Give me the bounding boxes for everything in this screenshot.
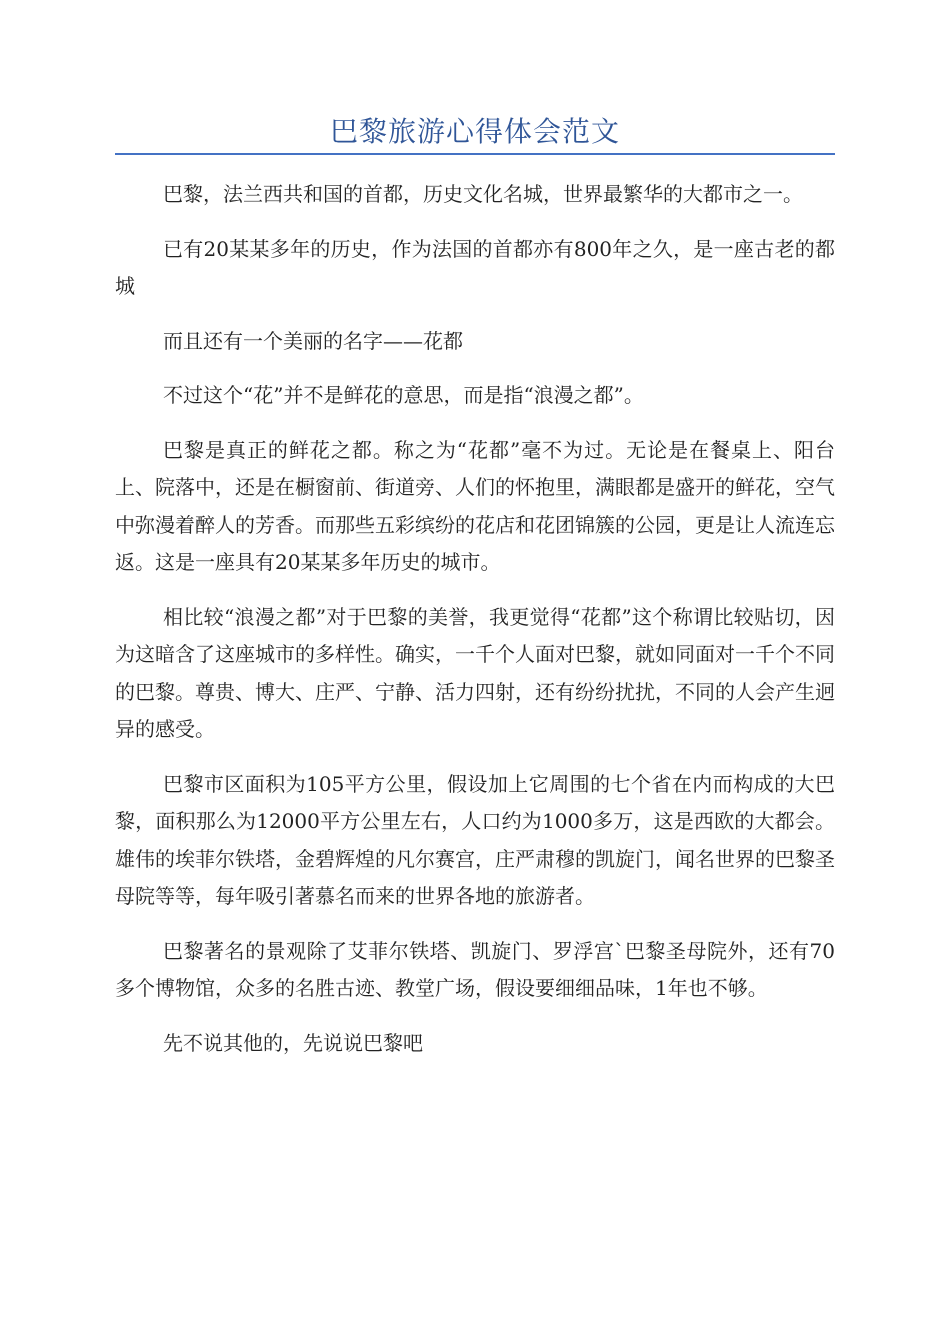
document-body <box>115 176 835 1079</box>
document-title: 巴黎旅游心得体会范文 <box>329 115 620 148</box>
paragraph: 相比较“浪漫之都”对于巴黎的美誉，我更觉得“花都”这个称谓比较贴切，因为这暗含了这座城市的多样性。确实，一千个人面对巴黎，就如同面对一千个不同的巴黎。尊贵、博大、庄严、宁静、活力四射，还有纷纷扰扰，不同的人会产生迥异的感受。 <box>115 604 835 741</box>
paragraph: 已有20某某多年的历史，作为法国的首都亦有800年之久，是一座古老的都城 <box>115 236 835 298</box>
title-underline-rule <box>115 153 835 155</box>
paragraph: 不过这个“花”并不是鲜花的意思，而是指“浪漫之都”。 <box>163 383 644 407</box>
paragraph: 巴黎著名的景观除了艾菲尔铁塔、凯旋门、罗浮宫`巴黎圣母院外，还有70多个博物馆，众多的名胜古迹、教堂广场，假设要细细品味，1年也不够。 <box>115 938 835 1000</box>
paragraph: 巴黎，法兰西共和国的首都，历史文化名城，世界最繁华的大都市之一。 <box>163 182 803 206</box>
paragraph: 而且还有一个美丽的名字——花都 <box>163 328 463 353</box>
paragraph: 巴黎是真正的鲜花之都。称之为“花都”毫不为过。无论是在餐桌上、阳台上、院落中，还是在橱窗前、街道旁、人们的怀抱里，满眼都是盛开的鲜花，空气中弥漫着醉人的芳香。而那些五彩缤纷的花店和花团锦簇的公园，更是让人流连忘返。这是一座具有20某某多年历史的城市。 <box>115 437 835 574</box>
paragraph: 先不说其他的，先说说巴黎吧 <box>163 1030 423 1055</box>
paragraph: 巴黎市区面积为105平方公里，假设加上它周围的七个省在内而构成的大巴黎，面积那么为12000平方公里左右，人口约为1000多万，这是西欧的大都会。雄伟的埃菲尔铁塔，金碧辉煌的凡尔赛宫，庄严肃穆的凯旋门，闻名世界的巴黎圣母院等等，每年吸引著慕名而来的世界各地的旅游者。 <box>115 771 835 908</box>
